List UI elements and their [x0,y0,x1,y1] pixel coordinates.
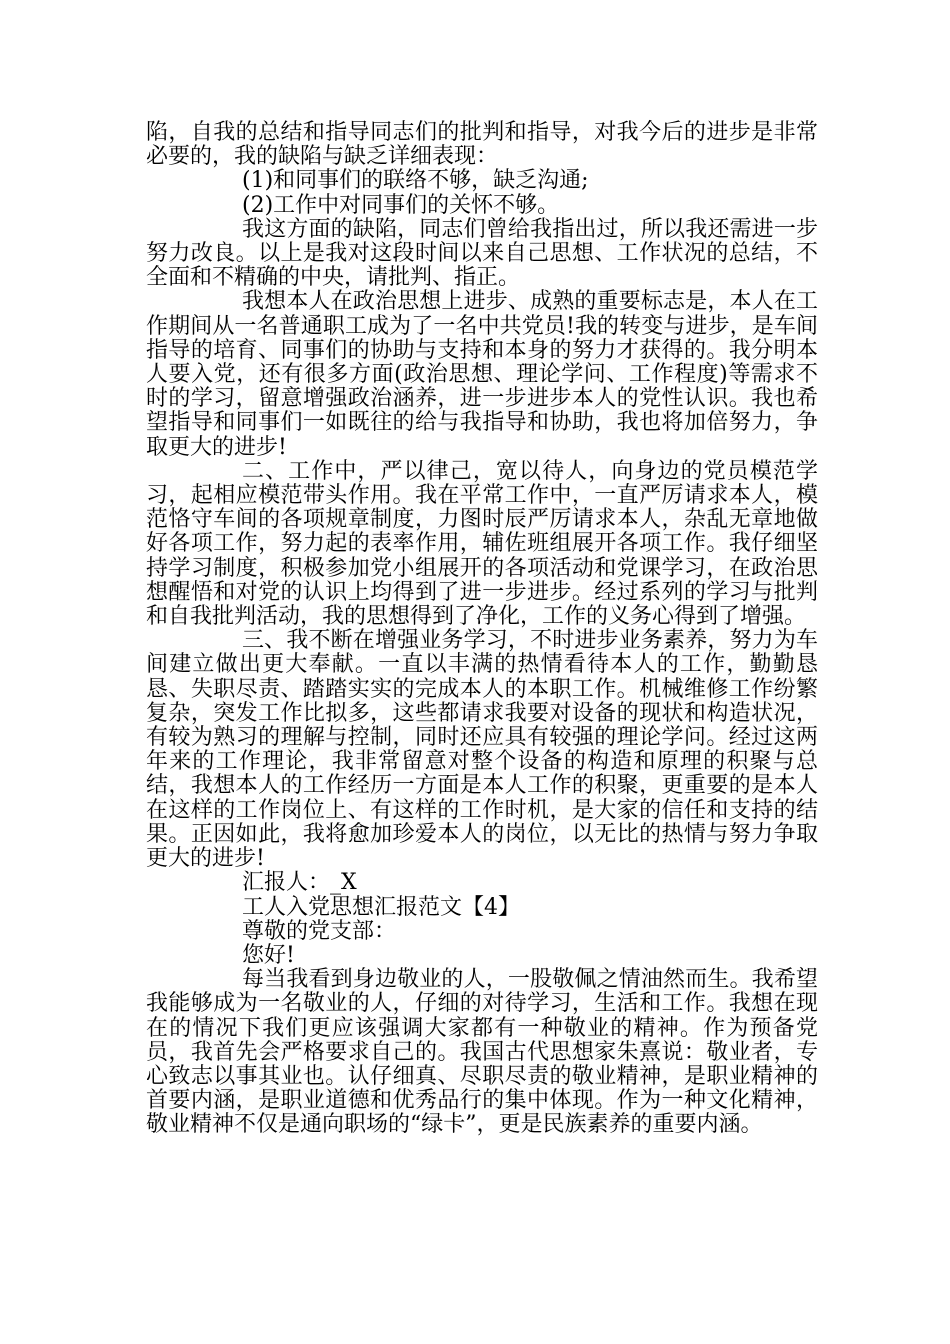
paragraph-continuation: 陷，自我的总结和指导同志们的批判和指导，对我今后的进步是非常必要的，我的缺陷与缺乏详细表现： [146,120,818,170]
salutation: 尊敬的党支部： [242,918,397,944]
greeting: 您好! [242,942,295,968]
paragraph-political-progress: 我想本人在政治思想上进步、成熟的重要标志是，本人在工作期间从一名普通职工成为了一名中共党员!我的转变与进步，是车间指导的培育、同事们的协助与支持和本身的努力才获得的。我分明本人要入党，还有很多方面(政治思想、理论学问、工作程度)等需求不时的学习，留意增强政治涵养，进一步进步本人的党性认识。我也希望指导和同事们一如既往的给与我指导和协助，我也将加倍努力，争取更大的进步! [146,289,818,460]
paragraph-dedication: 每当我看到身边敬业的人，一股敬佩之情油然而生。我希望我能够成为一名敬业的人，仔细的对待学习，生活和工作。我想在现在的情况下我们更应该强调大家都有一种敬业的精神。作为预备党员，我首先会严格要求自己的。我国古代思想家朱熹说：敬业者，专心致志以事其业也。认仔细真、尽职尽责的敬业精神，是职业精神的首要内涵，是职业道德和优秀品行的集中体现。作为一种文化精神，敬业精神不仅是通向职场的“绿卡”，更是民族素养的重要内涵。 [146,967,818,1138]
paragraph-section-two: 二、工作中，严以律己，宽以待人，向身边的党员模范学习，起相应模范带头作用。我在平常工作中，一直严厉请求本人，模范恪守车间的各项规章制度，力图时辰严厉请求本人，杂乱无章地做好各项工作，努力起的表率作用，辅佐班组展开各项工作。我仔细坚持学习制度，积极参加党小组展开的各项活动和党课学习，在政治思想醒悟和对党的认识上均得到了进一步进步。经过系列的学习与批判和自我批判活动，我的思想得到了净化，工作的义务心得到了增强。 [146,458,818,630]
paragraph-improvement: 我这方面的缺陷，同志们曾给我指出过，所以我还需进一步努力改良。以上是我对这段时间以来自己思想、工作状况的总结，不全面和不精确的中央，请批判、指正。 [146,216,818,291]
section-heading: 工人入党思想汇报范文【4】 [242,894,520,920]
document-page [146,121,818,1138]
list-item-2: (2)工作中对同事们的关怀不够。 [242,192,560,218]
paragraph-section-three: 三、我不断在增强业务学习，不时进步业务素养，努力为车间建立做出更大奉献。一直以丰满的热情看待本人的工作，勤勤恳恳、失职尽责、踏踏实实的完成本人的本职工作。机械维修工作纷繁复杂，突发工作比拟多，这些都请求我要对设备的现状和构造状况，有较为熟习的理解与控制，同时还应具有较强的理论学问。经过这两年来的工作理论，我非常留意对整个设备的构造和原理的积聚与总结，我想本人的工作经历一方面是本人工作的积聚，更重要的是本人在这样的工作岗位上、有这样的工作时机，是大家的信任和支持的结果。正因如此，我将愈加珍爱本人的岗位，以无比的热情与努力争取更大的进步! [146,628,818,872]
reporter-signature: 汇报人：_X [242,870,357,896]
list-item-1: (1)和同事们的联络不够，缺乏沟通; [242,168,589,194]
